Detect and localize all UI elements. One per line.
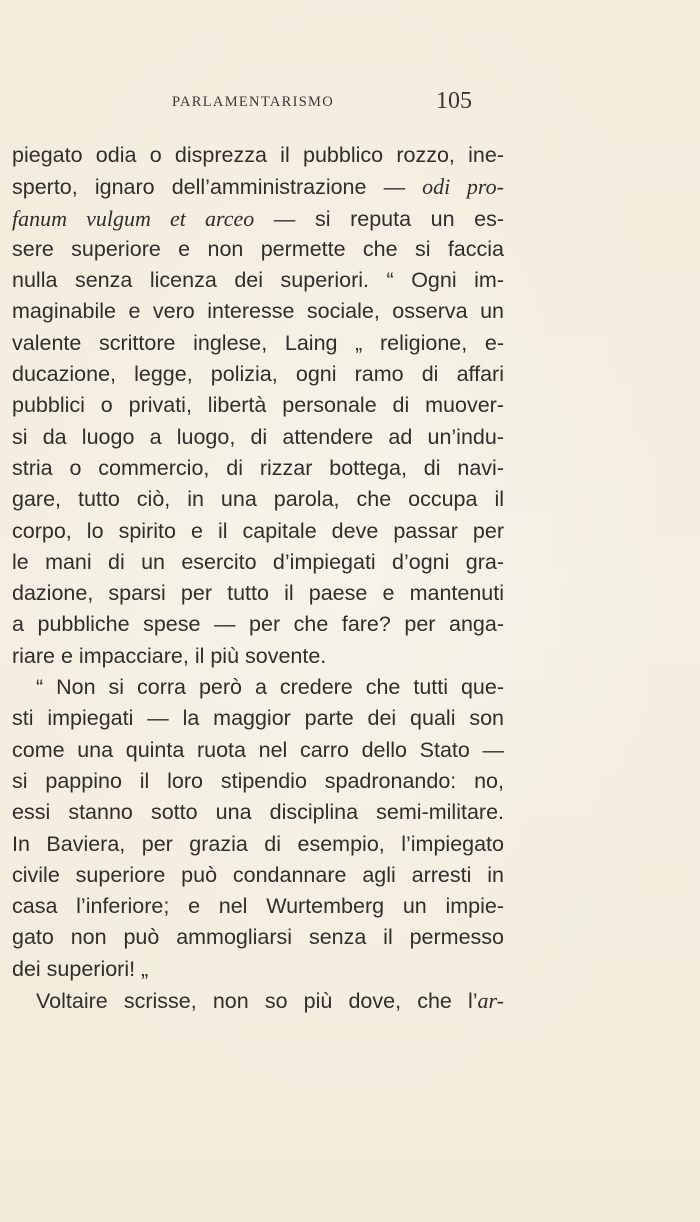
text-segment: piegato odia o disprezza il pubblico rozzo, ine-: [12, 143, 504, 167]
text-segment: dazione, sparsi per tutto il paese e mantenuti: [12, 581, 504, 606]
italic-segment: fanum vulgum et arceo: [12, 205, 255, 231]
text-segment: si pappino il loro stipendio spadronando: no,: [12, 768, 504, 793]
italic-segment: ar-: [477, 988, 504, 1014]
text-line: [12, 171, 504, 202]
text-segment: come una quinta ruota nel carro dello Stato —: [12, 737, 504, 762]
text-line: [12, 422, 504, 453]
text-line: [12, 547, 504, 578]
text-line: [12, 735, 504, 766]
text-segment: ducazione, legge, polizia, ogni ramo di affari: [12, 362, 504, 387]
text-line: [12, 359, 504, 390]
text-segment: gare, tutto ciò, in una parola, che occupa il: [12, 487, 504, 512]
running-title: PARLAMENTARISMO: [172, 94, 335, 110]
text-segment: gato non può ammogliarsi senza il permesso: [12, 925, 504, 950]
running-head: [0, 88, 700, 118]
text-line: [12, 672, 504, 703]
text-line: [12, 578, 504, 609]
text-segment: a pubbliche spese — per che fare? per anga-: [12, 612, 504, 637]
text-segment: sti impiegati — la maggior parte dei quali son: [12, 706, 504, 731]
body-text: [12, 140, 504, 1016]
text-segment: valente scrittore inglese, Laing „ religione, e-: [12, 330, 504, 355]
text-line: [12, 829, 504, 860]
text-segment: nulla senza licenza dei superiori. “ Ogni im-: [12, 268, 504, 293]
text-line: [12, 609, 504, 640]
italic-segment: odi pro-: [422, 174, 504, 200]
text-segment: stria o commercio, di rizzar bottega, di navi-: [12, 455, 504, 480]
text-line: [12, 766, 504, 797]
text-segment: pubblici o privati, libertà personale di muover-: [12, 393, 504, 418]
text-line: [12, 484, 504, 515]
text-segment: maginabile e vero interesse sociale, osserva un: [12, 299, 504, 324]
text-line: [12, 140, 504, 171]
text-line: [12, 641, 504, 672]
text-line: [12, 954, 504, 985]
text-segment: casa l’inferiore; e nel Wurtemberg un impie-: [12, 894, 504, 919]
text-line: [12, 860, 504, 891]
text-line: [12, 265, 504, 296]
text-line: [12, 922, 504, 953]
text-segment: “ Non si corra però a credere che tutti que-: [36, 675, 504, 700]
text-line: [12, 703, 504, 734]
text-segment: sperto, ignaro dell’amministrazione —: [12, 175, 423, 200]
text-segment: si da luogo a luogo, di attendere ad un’indu-: [12, 424, 504, 449]
text-line: [12, 797, 504, 828]
page-number: 105: [436, 88, 472, 114]
text-line: [12, 328, 504, 359]
text-line: [12, 234, 504, 265]
text-segment: riare e impacciare, il più sovente.: [12, 643, 327, 668]
text-segment: sere superiore e non permette che si faccia: [12, 236, 504, 261]
text-line: [12, 985, 504, 1016]
text-segment: — si reputa un es-: [254, 206, 504, 231]
text-line: [12, 516, 504, 547]
text-segment: le mani di un esercito d’impiegati d’ogni gra-: [12, 549, 504, 574]
text-segment: dei superiori! „: [12, 956, 149, 981]
text-segment: essi stanno sotto una disciplina semi-militare.: [12, 800, 504, 825]
text-segment: corpo, lo spirito e il capitale deve passar per: [12, 518, 504, 543]
text-line: [12, 891, 504, 922]
text-line: [12, 390, 504, 421]
text-line: [12, 453, 504, 484]
text-line: [12, 296, 504, 327]
text-line: [12, 203, 504, 234]
text-segment: In Baviera, per grazia di esempio, l’impiegato: [12, 831, 504, 856]
text-segment: civile superiore può condannare agli arresti in: [12, 862, 504, 887]
text-segment: Voltaire scrisse, non so più dove, che l’: [36, 989, 478, 1014]
